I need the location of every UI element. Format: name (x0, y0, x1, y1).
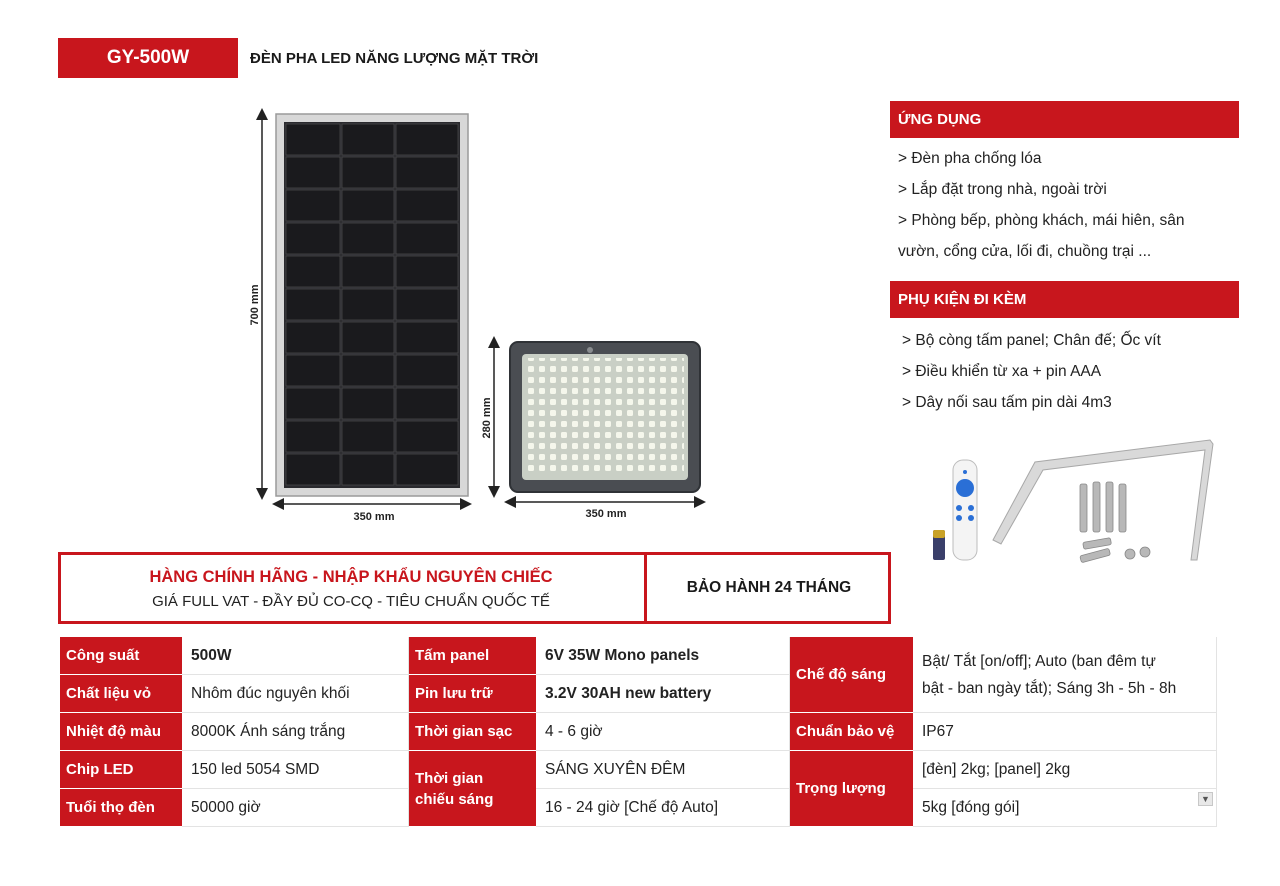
spec-label-battery: Pin lưu trữ (409, 675, 536, 713)
spec-label-charge-time: Thời gian sạc (409, 713, 536, 751)
solar-cell (342, 256, 394, 287)
solar-cell (342, 322, 394, 353)
solar-cell (286, 289, 340, 320)
panel-width-label: 350 mm (353, 511, 395, 523)
solar-cell (286, 355, 340, 386)
solar-cell (286, 124, 340, 155)
spec-label-power: Công suất (60, 637, 182, 675)
application-item: > Lắp đặt trong nhà, ngoài trời (898, 181, 1107, 198)
solar-cell (396, 256, 458, 287)
spec-value-housing: Nhôm đúc nguyên khối (182, 675, 409, 713)
banner-subline: GIÁ FULL VAT - ĐẦY ĐỦ CO-CQ - TIÊU CHUẨN QUỐC TẾ (152, 593, 550, 610)
lamp-height-label: 280 mm (481, 397, 493, 439)
banner-headline: HÀNG CHÍNH HÃNG - NHẬP KHẨU NGUYÊN CHIẾC (149, 568, 553, 586)
solar-cell (286, 454, 340, 485)
spec-label-panel: Tấm panel (409, 637, 536, 675)
solar-cell (286, 322, 340, 353)
spec-label-housing: Chất liệu vỏ (60, 675, 182, 713)
spec-value-weight-packed: 5kg [đóng gói] (913, 789, 1217, 827)
remote-control-icon (953, 460, 977, 560)
spec-value-mode (913, 637, 1217, 713)
spec-label-mode: Chế độ sáng (790, 637, 913, 713)
spec-value-panel: 6V 35W Mono panels (536, 637, 790, 675)
solar-panel-image (276, 114, 468, 496)
spec-label-lighting-time-line: chiếu sáng (415, 790, 494, 808)
accessories-image (925, 432, 1220, 572)
screw-set-icon (1080, 482, 1150, 563)
spec-label-lighting-time (409, 751, 536, 827)
product-title: ĐÈN PHA LED NĂNG LƯỢNG MẶT TRỜI (250, 50, 539, 67)
spec-value-color-temp: 8000K Ánh sáng trắng (182, 713, 409, 751)
accessory-item: > Điều khiển từ xa + pin AAA (902, 363, 1102, 380)
spec-value-lighting-time-auto: 16 - 24 giờ [Chế độ Auto] (536, 789, 790, 827)
application-item: > Đèn pha chống lóa (898, 150, 1042, 167)
solar-cell (396, 355, 458, 386)
solar-cell (342, 388, 394, 419)
chevron-down-icon[interactable]: ▼ (1198, 792, 1213, 806)
spec-label-lighting-time-line: Thời gian (415, 769, 484, 787)
accessory-item: > Bộ còng tấm panel; Chân đế; Ốc vít (902, 332, 1161, 349)
solar-cell (342, 157, 394, 188)
solar-cell (396, 223, 458, 254)
spec-value-weight: [đèn] 2kg; [panel] 2kg (913, 751, 1217, 789)
solar-cell (342, 355, 394, 386)
solar-cell (396, 421, 458, 452)
spec-label-protection: Chuẩn bảo vệ (790, 713, 913, 751)
application-item: > Phòng bếp, phòng khách, mái hiên, sân (898, 212, 1185, 229)
solar-cell (342, 421, 394, 452)
accessory-item: > Dây nối sau tấm pin dài 4m3 (902, 394, 1112, 411)
panel-height-label: 700 mm (249, 284, 261, 326)
spec-label-color-temp: Nhiệt độ màu (60, 713, 182, 751)
solar-cell (342, 454, 394, 485)
solar-cell (342, 223, 394, 254)
spec-value-mode-line: Bật/ Tắt [on/off]; Auto (ban đêm tự (922, 652, 1156, 670)
solar-cell (396, 190, 458, 221)
application-item: vườn, cổng cửa, lối đi, chuồng trại ... (898, 243, 1152, 260)
lamp-width-label: 350 mm (585, 508, 627, 520)
solar-cell (396, 388, 458, 419)
solar-cell (396, 124, 458, 155)
warranty-label: BẢO HÀNH 24 THÁNG (686, 579, 852, 596)
spec-label-weight: Trọng lượng (790, 751, 913, 827)
applications-heading: ỨNG DỤNG (890, 101, 1239, 138)
solar-cell (342, 190, 394, 221)
product-illustration (240, 100, 720, 530)
flood-lamp-image (510, 342, 700, 492)
spec-value-lighting-time: SÁNG XUYÊN ĐÊM (536, 751, 790, 789)
spec-value-mode-line: bật - ban ngày tắt); Sáng 3h - 5h - 8h (922, 679, 1177, 697)
solar-cell (396, 322, 458, 353)
solar-cell (286, 256, 340, 287)
solar-cell (342, 289, 394, 320)
spec-value-battery: 3.2V 30AH new battery (536, 675, 790, 713)
spec-value-power: 500W (182, 637, 409, 675)
model-badge: GY-500W (58, 38, 238, 78)
solar-cell (286, 421, 340, 452)
spec-value-charge-time: 4 - 6 giờ (536, 713, 790, 751)
accessories-heading: PHỤ KIỆN ĐI KÈM (890, 281, 1239, 318)
spec-label-lifespan: Tuổi thọ đèn (60, 789, 182, 827)
solar-cell (396, 157, 458, 188)
solar-cell (396, 289, 458, 320)
solar-cell (396, 454, 458, 485)
solar-cell (342, 124, 394, 155)
solar-cell (286, 190, 340, 221)
solar-cell (286, 388, 340, 419)
solar-cell (286, 157, 340, 188)
spec-label-chip: Chip LED (60, 751, 182, 789)
spec-value-lifespan: 50000 giờ (182, 789, 409, 827)
spec-value-protection: IP67 (913, 713, 1217, 751)
spec-value-chip: 150 led 5054 SMD (182, 751, 409, 789)
solar-cell (286, 223, 340, 254)
